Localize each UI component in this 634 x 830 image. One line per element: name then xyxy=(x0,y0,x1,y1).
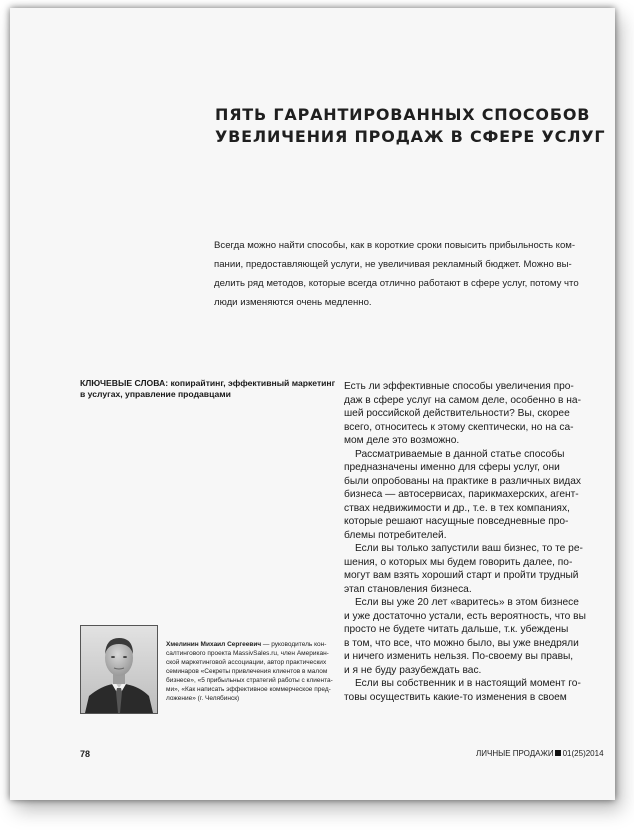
body-line: просто не будете читать дальше, т.к. убеждены xyxy=(344,624,569,635)
square-separator-icon xyxy=(555,750,561,756)
author-bio xyxy=(166,640,336,703)
body-line: Есть ли эффективные способы увеличения про- xyxy=(344,381,574,392)
body-line: были опробованы на практике в различных видах xyxy=(344,475,581,487)
keywords-line: в услугах, управление продавцами xyxy=(80,389,231,399)
body-line: и я не буду разубеждать вас. xyxy=(344,664,482,676)
author-photo xyxy=(80,625,158,714)
title-line: ПЯТЬ ГАРАНТИРОВАННЫХ СПОСОБОВ xyxy=(215,105,591,124)
body-line: Если вы уже 20 лет «варитесь» в этом бизнесе xyxy=(355,597,579,608)
author-name: Хмелинин Михаил Сергеевич xyxy=(166,641,262,648)
page-number: 78 xyxy=(80,749,91,759)
bio-line: ложение» (г. Челябинск) xyxy=(166,695,240,702)
title-line: УВЕЛИЧЕНИЯ ПРОДАЖ В СФЕРЕ УСЛУГ xyxy=(215,127,606,146)
body-line: ствах недвижимости и др., т.е. в тех компаниях, xyxy=(344,502,570,514)
body-line: даж в сфере услуг на самом деле, особенно в на- xyxy=(344,394,581,406)
keywords xyxy=(80,378,336,400)
lead-line: делить ряд методов, которые всегда отлично работают в сфере услуг, потому что xyxy=(214,278,579,289)
body-line: шей российской действительности? Вы, скорее xyxy=(344,408,570,419)
body-line: бизнеса — автосервисах, парикмахерских, агент- xyxy=(344,489,579,500)
body-line: мом деле это возможно. xyxy=(344,435,460,446)
bio-line: — руководитель кон- xyxy=(261,641,327,648)
issue-number: 01(25)2014 xyxy=(562,749,604,758)
body-line: и ничего изменить нельзя. По-своему вы правы, xyxy=(344,651,574,662)
body-line: этап становления бизнеса. xyxy=(344,583,472,595)
body-line: могут вам взять хороший старт и пройти трудный xyxy=(344,570,579,581)
body-line: которые решают насущные повседневные про- xyxy=(344,516,569,527)
body-line: блемы потребителей. xyxy=(344,529,447,541)
bio-line: семинаров «Секреты привлечения клиентов в малом xyxy=(166,668,328,675)
lead-line: люди изменяются очень медленно. xyxy=(214,297,372,308)
article-title xyxy=(215,104,606,148)
body-line: товы осуществить какие-то изменения в своем xyxy=(344,691,567,703)
lead-line: пании, предоставляющей услуги, не увеличивая рекламный бюджет. Можно вы- xyxy=(214,259,572,270)
magazine-name: ЛИЧНЫЕ ПРОДАЖИ xyxy=(476,749,554,758)
bio-line: ми», «Как написать эффективное коммерческое пред- xyxy=(166,686,331,693)
body-line: предназначены именно для сферы услуг, они xyxy=(344,462,560,473)
bio-line: салтингового проекта MassivSales.ru, член Американ- xyxy=(166,650,329,657)
bio-line: ской маркетинговой ассоциации, автор практических xyxy=(166,659,327,666)
body-line: и уже достаточно устали, есть вероятность, что вы xyxy=(344,610,586,622)
body-line: в том, что все, что можно было, вы уже внедряли xyxy=(344,637,579,649)
body-line: Если вы только запустили ваш бизнес, то те ре- xyxy=(355,543,583,554)
article-lead xyxy=(214,236,594,312)
article-body xyxy=(344,380,596,704)
magazine-footer xyxy=(476,749,604,758)
lead-line: Всегда можно найти способы, как в короткие сроки повысить прибыльность ком- xyxy=(214,240,576,251)
body-line: Если вы собственник и в настоящий момент го- xyxy=(355,678,581,689)
body-line: шения, о которых мы будем говорить далее, по- xyxy=(344,556,573,568)
body-line: всего, относитесь к этому скептически, но на са- xyxy=(344,421,574,433)
bio-line: бизнесе», «5 прибыльных стратегий работы с клиента- xyxy=(166,677,333,684)
keywords-line: КЛЮЧЕВЫЕ СЛОВА: копирайтинг, эффективный маркетинг xyxy=(80,378,336,388)
magazine-page xyxy=(10,8,615,800)
body-line: Рассматриваемые в данной статье способы xyxy=(355,448,565,460)
